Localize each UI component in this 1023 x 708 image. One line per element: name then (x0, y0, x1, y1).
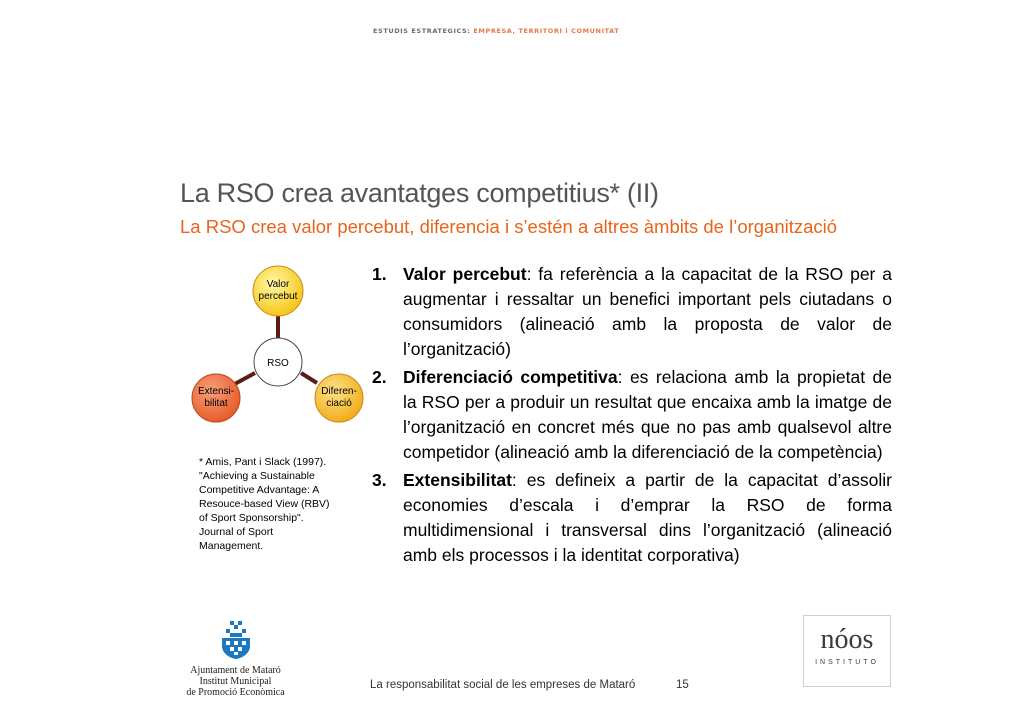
logo-line: Institut Municipal (199, 676, 272, 687)
list-item-text: : fa referència a la capacitat de la RSO per a augmentar i ressaltar un benefici important pels ciutadans o consumidors (alineació amb la proposta de valor de l’organització) (403, 264, 892, 359)
node-diferenciacio-line2: ciació (326, 398, 352, 409)
footnote-line: Competitive Advantage: A (199, 484, 320, 496)
node-valor-percebut-line1: Valor (266, 279, 290, 290)
list-item-text: : es defineix a partir de la capacitat d’assolir economies d’escala i d’emprar la RSO de forma multidimensional i transversal dins l’organització (alineació amb els processos i la identitat corporativa) (403, 470, 892, 565)
noos-logo-wordmark: nóos (820, 624, 874, 655)
reference-footnote (199, 455, 354, 553)
list-item-term: Diferenciació competitiva (403, 367, 618, 387)
list-item-extensibilitat (372, 468, 892, 568)
footnote-line: Management. (199, 540, 264, 552)
node-extensibilitat-line2: bilitat (204, 398, 228, 409)
footnote-line: of Sport Sponsorship". (199, 512, 304, 524)
logo-line: Ajuntament de Mataró (190, 665, 281, 676)
header-series-subtitle: EMPRESA, TERRITORI i COMUNITAT (473, 27, 620, 35)
slide-subtitle: La RSO crea valor percebut, diferencia i s’estén a altres àmbits de l’organització (180, 216, 838, 237)
noos-logo-subtitle: INSTITUTO (815, 659, 879, 666)
node-extensibilitat-line1: Extensi- (197, 386, 235, 397)
footer-text: La responsabilitat social de les empreses de Mataró (370, 679, 636, 691)
list-item-term: Valor percebut (403, 264, 527, 284)
node-diferenciacio-line1: Diferen- (321, 386, 357, 397)
node-rso-label: RSO (267, 358, 289, 369)
page-number: 15 (676, 679, 689, 691)
list-item-text: : es relaciona amb la propietat de la RSO per a produir un resultat que encaixa amb la imatge de l’organització en concret més que no pas amb qualsevol altre competidor (alineació amb la diferenciació de la competència) (403, 367, 892, 462)
list-item-number: 2. (372, 367, 387, 387)
footnote-line: Journal of Sport (199, 526, 274, 538)
footnote-line: * Amis, Pant i Slack (1997). (199, 456, 327, 468)
node-valor-percebut-line2: percebut (258, 291, 298, 302)
connector-right (301, 373, 317, 383)
footnote-line: Resouce-based View (RBV) (199, 498, 330, 510)
rso-diagram (185, 262, 370, 432)
list-item-number: 1. (372, 264, 387, 284)
ajuntament-mataro-logo (183, 620, 288, 698)
footnote-line: "Achieving a Sustainable (199, 470, 315, 482)
mataro-coat-of-arms-icon (216, 620, 256, 660)
advantages-list (372, 262, 892, 571)
document-header (373, 27, 619, 35)
list-item-number: 3. (372, 470, 387, 490)
list-item-diferenciacio (372, 365, 892, 465)
logo-line: de Promoció Econòmica (186, 687, 285, 698)
slide-title: La RSO crea avantatges competitius* (II) (180, 178, 659, 208)
list-item-valor-percebut (372, 262, 892, 362)
header-series-label: ESTUDIS ESTRATEGICS: (373, 27, 471, 35)
list-item-term: Extensibilitat (403, 470, 512, 490)
noos-instituto-logo (803, 615, 891, 687)
